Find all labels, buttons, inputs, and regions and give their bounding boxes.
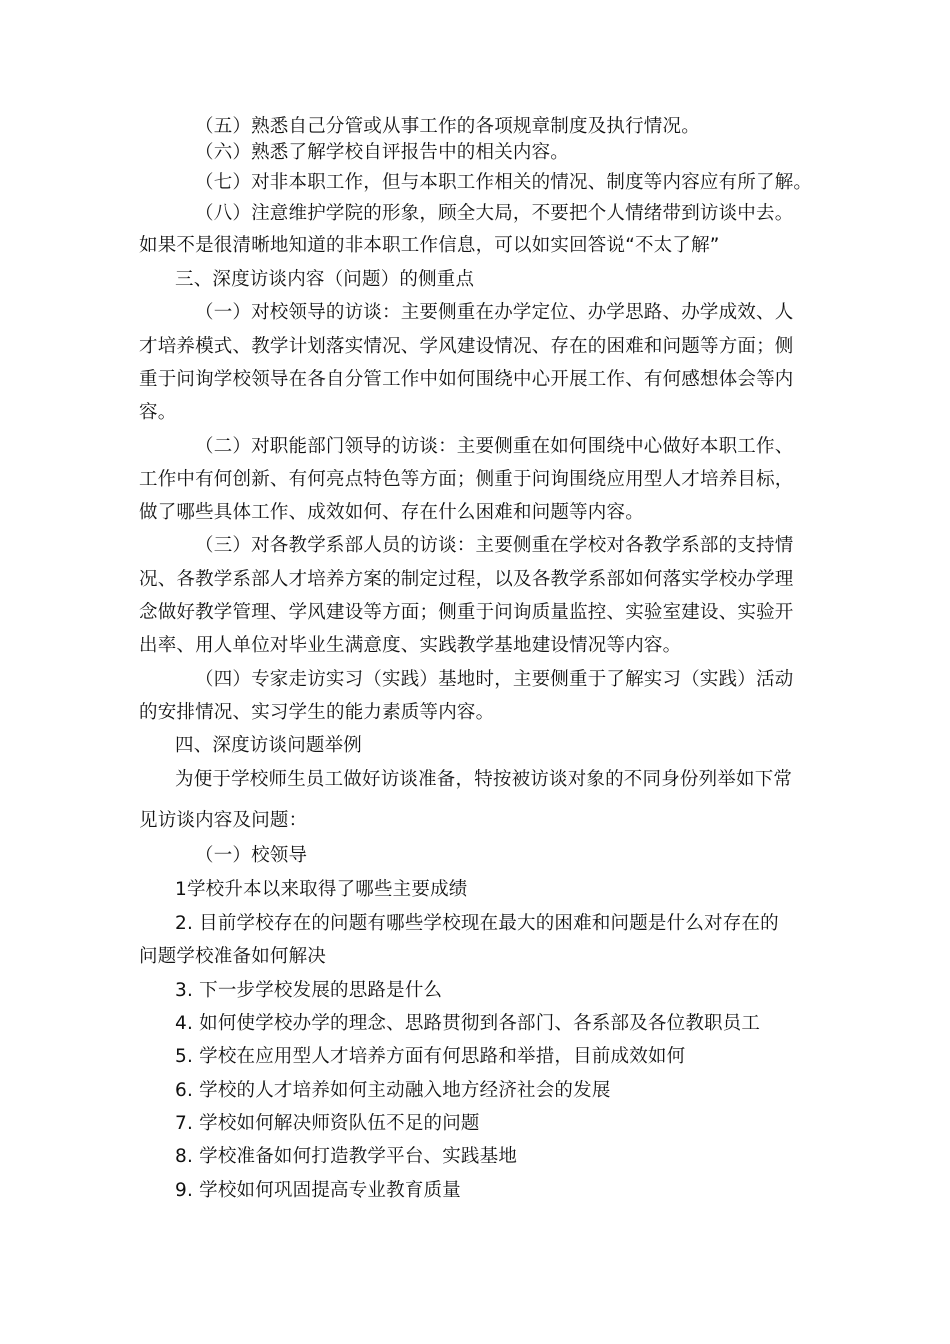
text-line: 如果不是很清晰地知道的非本职工作信息，可以如实回答说“不太了解”: [139, 235, 720, 256]
list-item-continuation: 问题学校准备如何解决: [139, 946, 327, 967]
text-line: 做了哪些具体工作、成效如何、存在什么困难和问题等内容。: [139, 502, 644, 523]
text-line: 容。: [139, 402, 177, 423]
text-line: （八）注意维护学院的形象，顾全大局，不要把个人情绪带到访谈中去。: [195, 203, 794, 224]
text-line: 出率、用人单位对毕业生满意度、实践教学基地建设情况等内容。: [139, 635, 682, 656]
text-line: 才培养模式、教学计划落实情况、学风建设情况、存在的困难和问题等方面；侧: [139, 336, 794, 357]
text-line: （七）对非本职工作，但与本职工作相关的情况、制度等内容应有所了解。: [195, 172, 813, 193]
section-heading: 四、深度访谈问题举例: [175, 735, 363, 756]
list-item: 8. 学校准备如何打造教学平台、实践基地: [175, 1146, 518, 1167]
text-line: 念做好教学管理、学风建设等方面；侧重于问询质量监控、实验室建设、实验开: [139, 602, 794, 623]
text-line: 况、各教学系部人才培养方案的制定过程，以及各教学系部如何落实学校办学理: [139, 569, 794, 590]
text-line: 的安排情况、实习学生的能力素质等内容。: [139, 702, 495, 723]
list-item: 2. 目前学校存在的问题有哪些学校现在最大的困难和问题是什么对存在的: [175, 913, 779, 934]
list-item: 7. 学校如何解决师资队伍不足的问题: [175, 1113, 480, 1134]
list-item: 9. 学校如何巩固提高专业教育质量: [175, 1180, 461, 1201]
list-item: 5. 学校在应用型人才培养方面有何思路和举措，目前成效如何: [175, 1046, 686, 1067]
text-line: 重于问询学校领导在各自分管工作中如何围绕中心开展工作、有何感想体会等内: [139, 369, 794, 390]
text-line: （三）对各教学系部人员的访谈：主要侧重在学校对各教学系部的支持情: [195, 535, 794, 556]
list-item: 6. 学校的人才培养如何主动融入地方经济社会的发展: [175, 1080, 611, 1101]
text-line: 为便于学校师生员工做好访谈准备，特按被访谈对象的不同身份列举如下常: [175, 769, 793, 790]
text-line: （二）对职能部门领导的访谈：主要侧重在如何围绕中心做好本职工作、: [195, 436, 794, 457]
section-heading: 三、深度访谈内容（问题）的侧重点: [175, 269, 475, 290]
text-line: （一）对校领导的访谈：主要侧重在办学定位、办学思路、办学成效、人: [195, 302, 794, 323]
list-item: 4. 如何使学校办学的理念、思路贯彻到各部门、各系部及各位教职员工: [175, 1013, 761, 1034]
list-item: 1学校升本以来取得了哪些主要成绩: [175, 879, 468, 900]
subsection-heading: （一）校领导: [195, 845, 308, 866]
text-line: （五）熟悉自己分管或从事工作的各项规章制度及执行情况。: [195, 116, 700, 137]
text-line: 工作中有何创新、有何亮点特色等方面；侧重于问询围绕应用型人才培养目标，: [139, 469, 794, 490]
text-line: 见访谈内容及问题：: [139, 810, 308, 831]
text-line: （六）熟悉了解学校自评报告中的相关内容。: [195, 142, 570, 163]
list-item: 3. 下一步学校发展的思路是什么: [175, 980, 443, 1001]
text-line: （四）专家走访实习（实践）基地时，主要侧重于了解实习（实践）活动: [195, 669, 794, 690]
